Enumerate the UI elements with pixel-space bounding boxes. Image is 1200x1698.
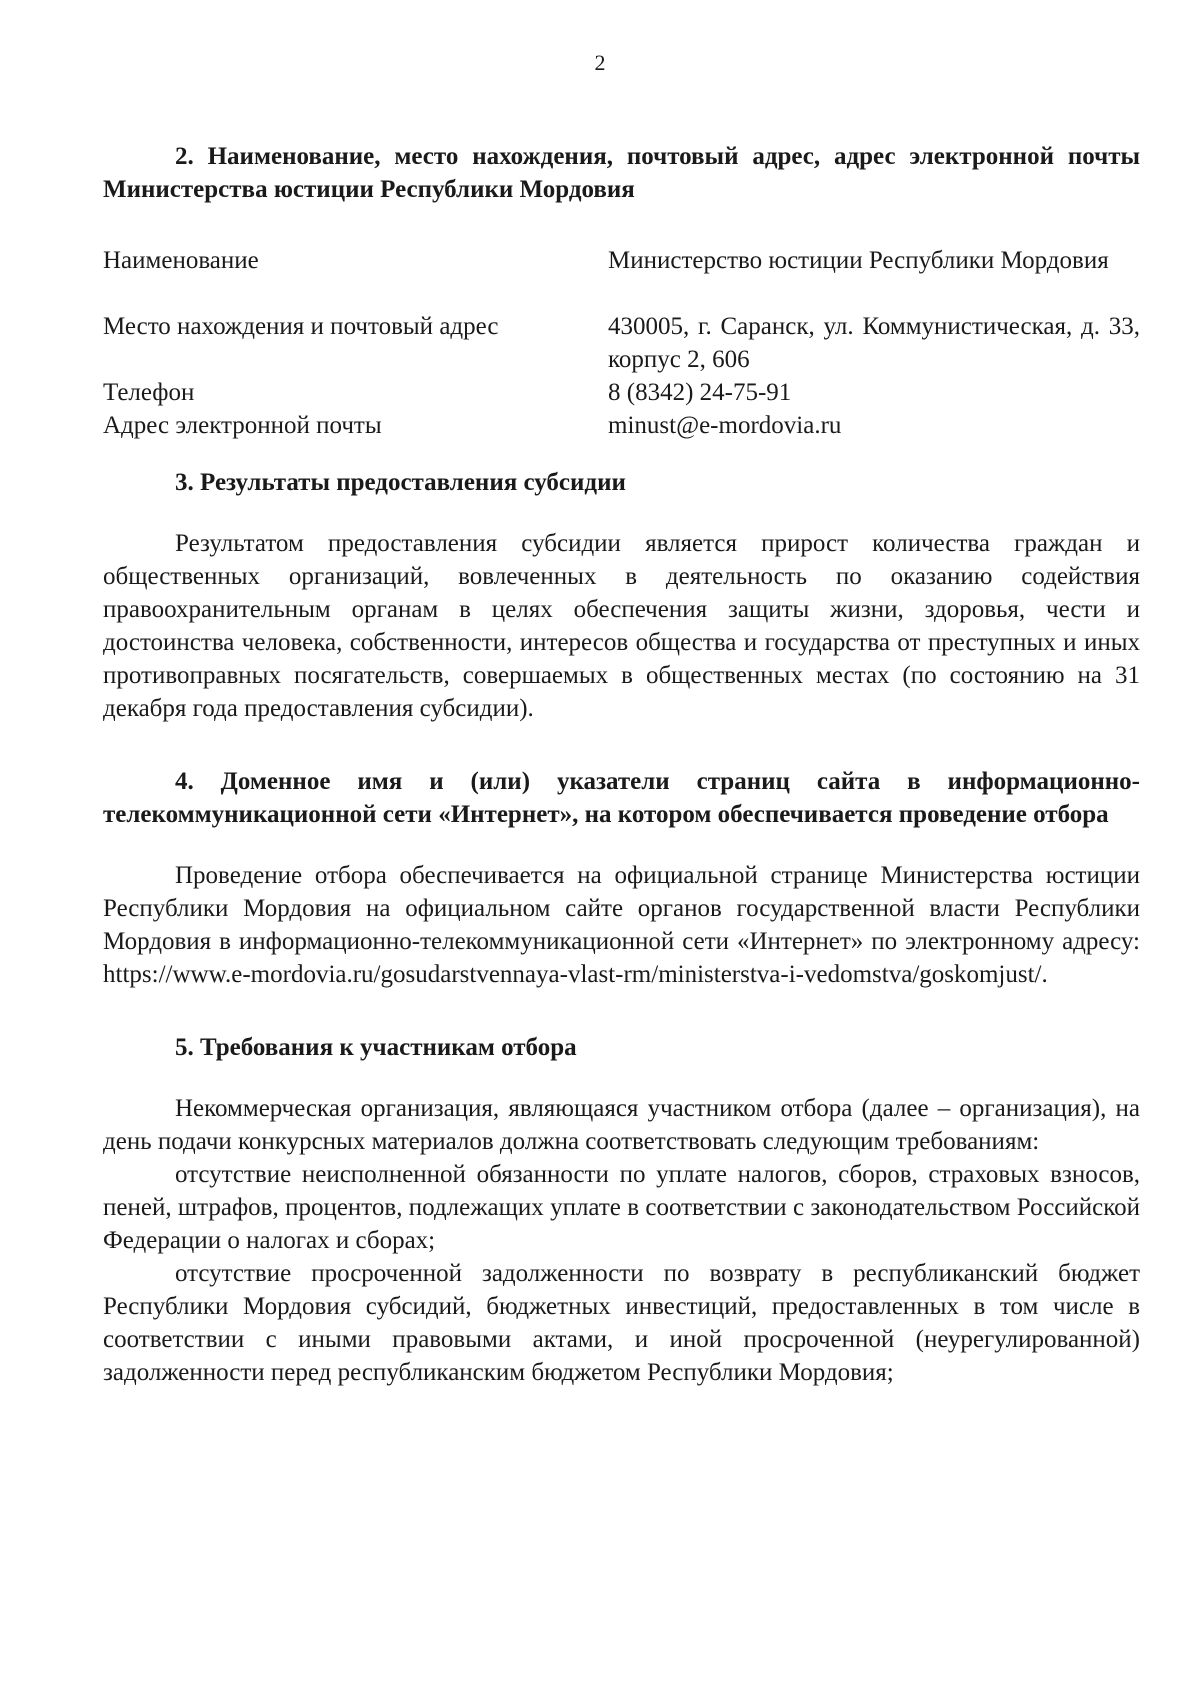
info-value: 430005, г. Саранск, ул. Коммунистическая, д. 33, корпус 2, 606 — [608, 313, 1140, 373]
section-2-heading-text: 2. Наименование, место нахождения, почтовый адрес, адрес электронной почты Министерства юстиции Республики Мордовия — [103, 143, 1140, 203]
section-3-heading — [103, 466, 1140, 499]
info-row-name — [103, 244, 1140, 310]
info-row-email — [103, 409, 1140, 442]
info-value: minust@e-mordovia.ru — [608, 412, 842, 439]
section-4-heading-text: 4. Доменное имя и (или) указатели страниц сайта в информационно-телекоммуникационной сети «Интернет», на котором обеспечивается проведение отбора — [103, 768, 1140, 828]
page-number: 2 — [594, 50, 606, 75]
info-label: Место нахождения и почтовый адрес — [103, 313, 499, 340]
section-4-heading — [103, 765, 1140, 831]
requirement-item: отсутствие просроченной задолженности по возврату в республиканский бюджет Республики Мордовия субсидий, бюджетных инвестиций, предоставленных в том числе в соответствии с иными правовыми актами, и иной просроченной (неурегулированной) задолженности перед республиканским бюджетом Республики Мордовия; — [103, 1260, 1140, 1386]
section-2-heading — [103, 140, 1140, 206]
section-5-intro: Некоммерческая организация, являющаяся участником отбора (далее – организация), на день подачи конкурсных материалов должна соответствовать следующим требованиям: — [103, 1095, 1140, 1155]
document-body — [103, 140, 1140, 1389]
section-5-heading-text: 5. Требования к участникам отбора — [175, 1034, 577, 1061]
info-value: 8 (8342) 24-75-91 — [608, 379, 792, 406]
info-label: Наименование — [103, 247, 259, 274]
info-label: Адрес электронной почты — [103, 412, 382, 439]
info-row-address — [103, 310, 1140, 376]
ministry-info-table — [103, 244, 1140, 442]
section-3-paragraph: Результатом предоставления субсидии является прирост количества граждан и общественных организаций, вовлеченных в деятельность по оказанию содействия правоохранительным органам в целях обеспечения защиты жизни, здоровья, чести и достоинства человека, собственности, интересов общества и государства от преступных и иных противоправных посягательств, совершаемых в общественных местах (по состоянию на 31 декабря года предоставления субсидии). — [103, 530, 1140, 722]
info-row-phone — [103, 376, 1140, 409]
section-5-heading — [103, 1031, 1140, 1064]
section-4-paragraph: Проведение отбора обеспечивается на официальной странице Министерства юстиции Республики Мордовия на официальном сайте органов государственной власти Республики Мордовия в информационно-телекоммуникационной сети «Интернет» по электронному адресу: https://www.e-mordovia.ru/gosudarstvennaya-vlast-rm/ministerstva-i-vedomstva/goskomjust/. — [103, 862, 1140, 988]
info-label: Телефон — [103, 379, 195, 406]
requirement-item: отсутствие неисполненной обязанности по уплате налогов, сборов, страховых взносов, пеней, штрафов, процентов, подлежащих уплате в соответствии с законодательством Российской Федерации о налогах и сборах; — [103, 1161, 1140, 1254]
section-3-heading-text: 3. Результаты предоставления субсидии — [175, 469, 626, 496]
info-value: Министерство юстиции Республики Мордовия — [608, 247, 1109, 274]
